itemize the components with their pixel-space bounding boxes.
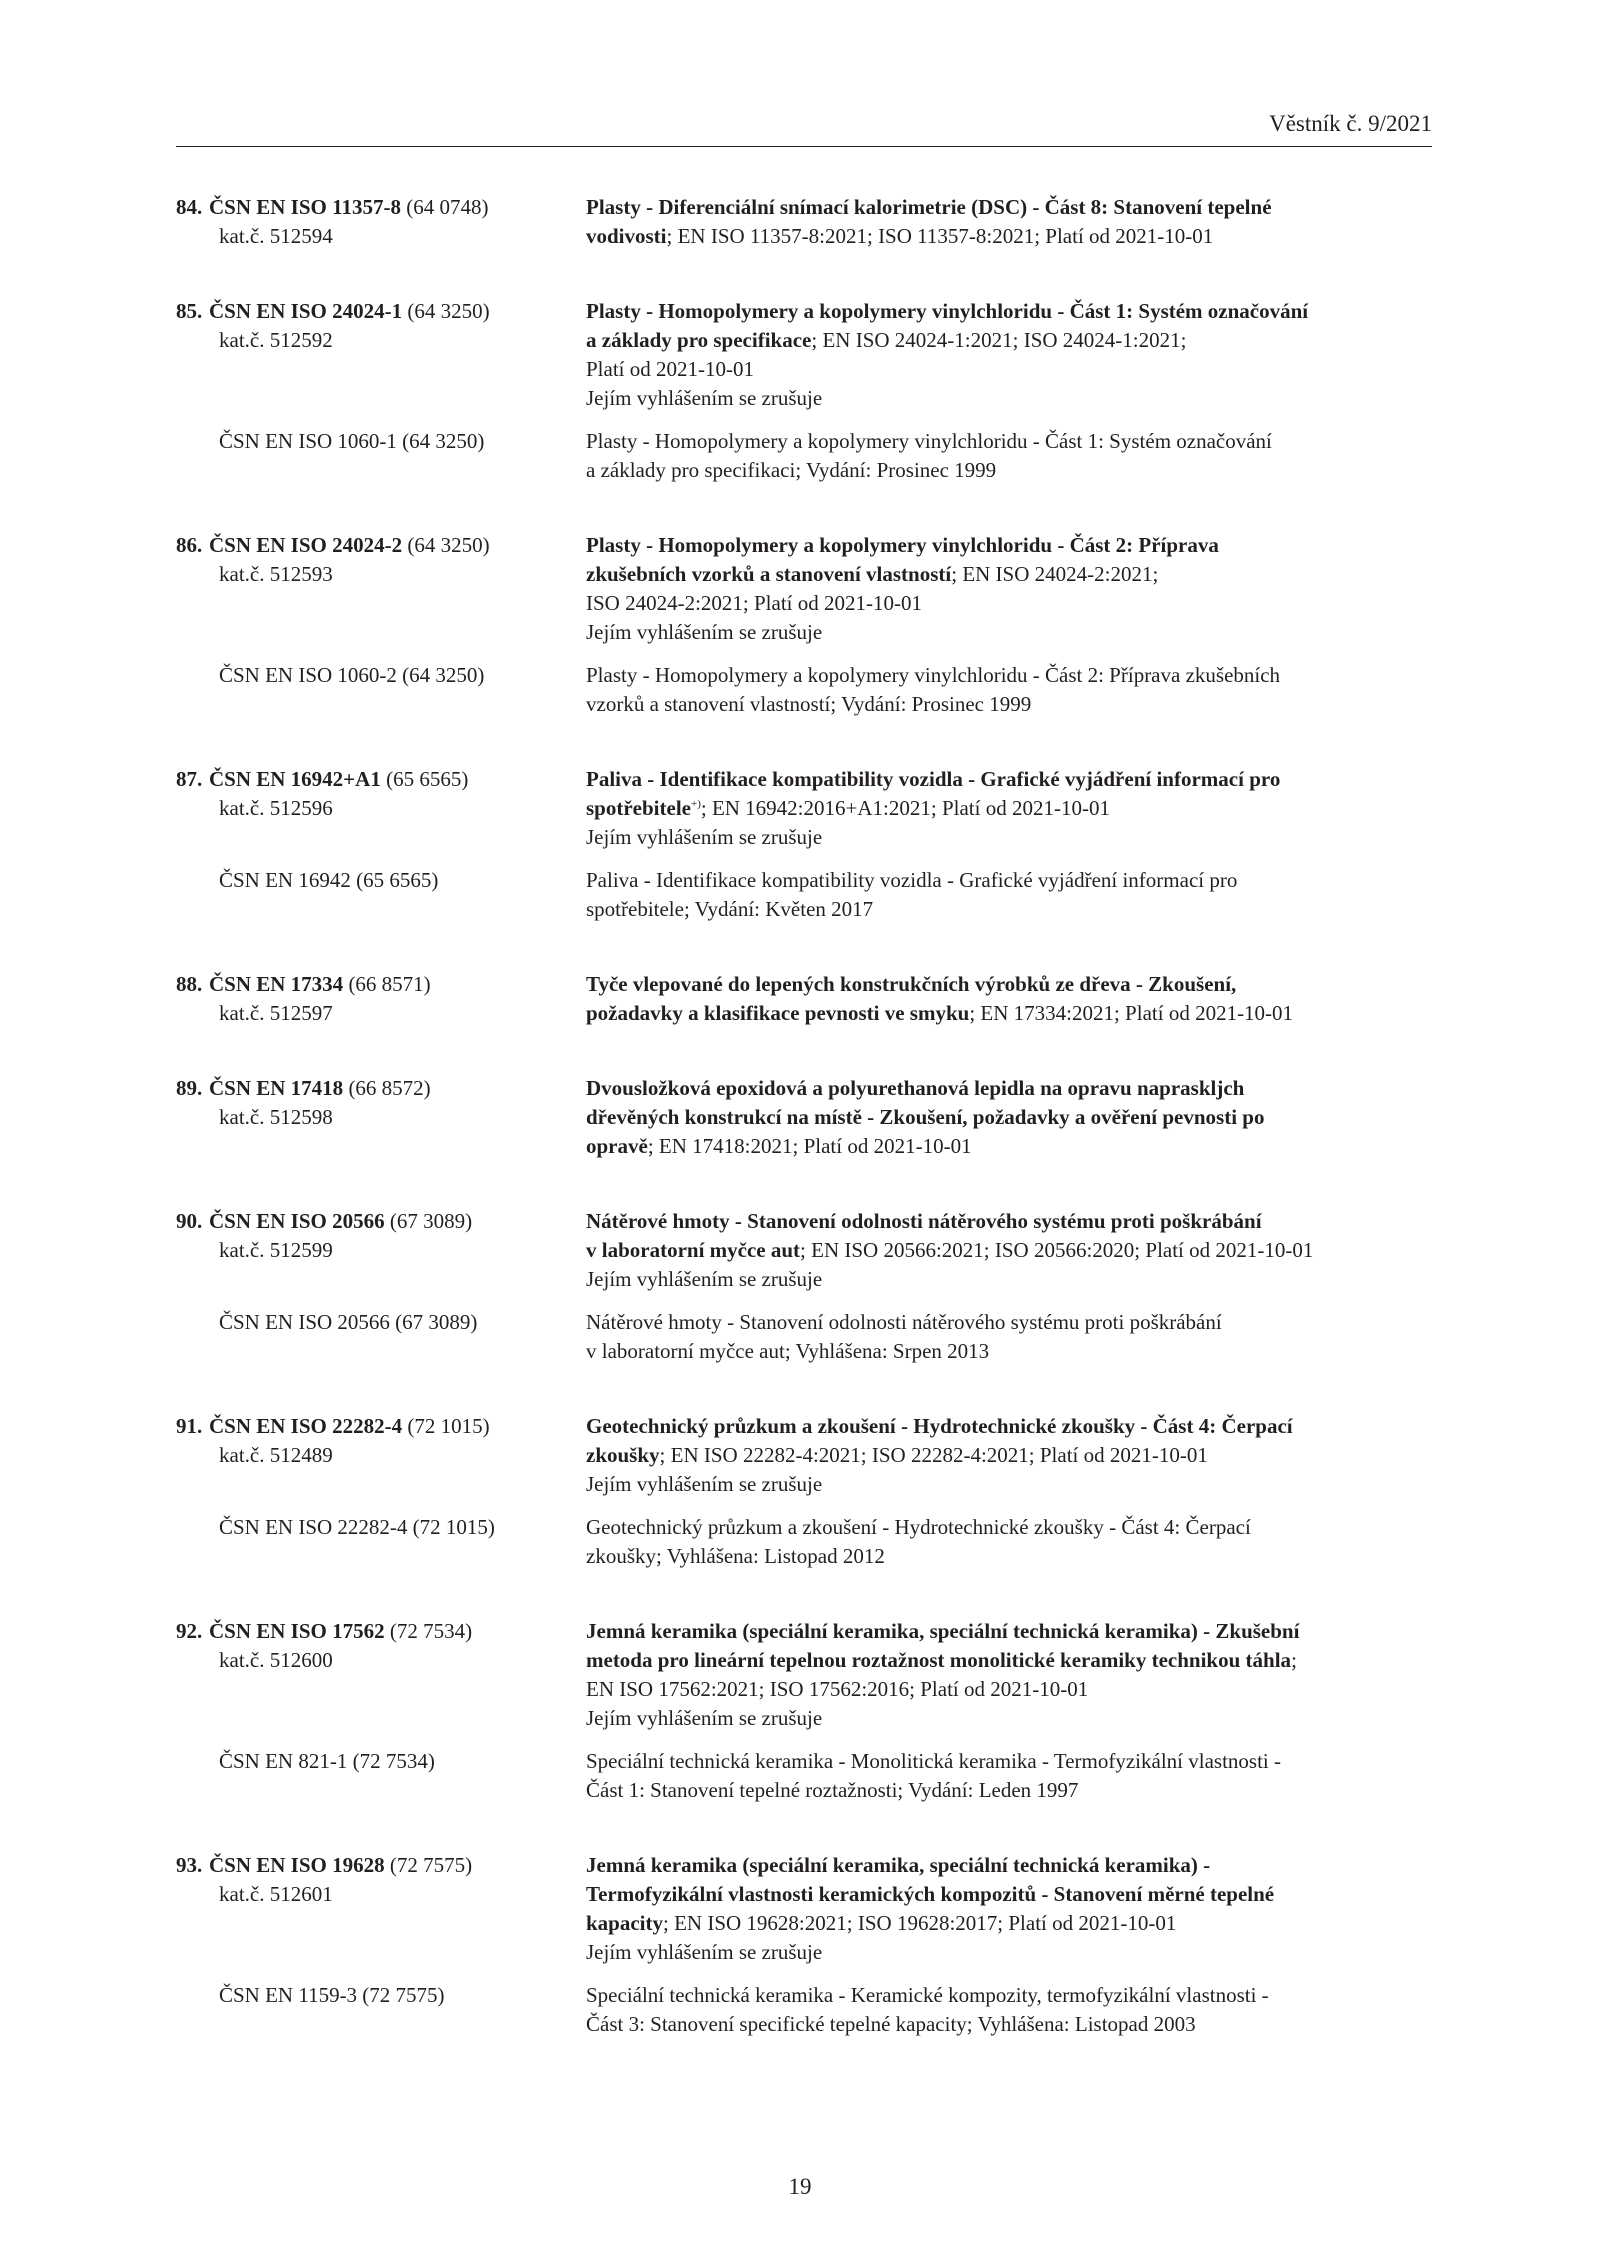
replaced-title-line: Nátěrové hmoty - Stanovení odolnosti nátěrového systému proti poškrábání	[586, 1310, 1222, 1334]
title-normal-text: Jejím vyhlášením se zrušuje	[586, 1267, 823, 1291]
standard-code: ČSN EN ISO 22282-4	[209, 1414, 403, 1438]
replaced-designation	[176, 661, 586, 719]
replaced-title-line: vzorků a stanovení vlastností; Vydání: Prosinec 1999	[586, 692, 1032, 716]
standard-main-row	[176, 193, 1446, 251]
standard-code: ČSN EN ISO 17562	[209, 1619, 385, 1643]
title-normal-text: ;	[1291, 1648, 1297, 1672]
standard-code: ČSN EN 17418	[209, 1076, 344, 1100]
title-line	[586, 1704, 1446, 1733]
title-normal-text: Jejím vyhlášením se zrušuje	[586, 825, 823, 849]
designation-line	[176, 1617, 586, 1646]
footnote-marker: +)	[690, 798, 701, 810]
designation-line	[176, 1207, 586, 1236]
designation-line	[176, 297, 586, 326]
title-bold-text: kapacity	[586, 1911, 664, 1935]
standard-designation	[176, 193, 586, 251]
catalog-number: kat.č. 512601	[219, 1882, 333, 1906]
classification-code: (66 8572)	[343, 1076, 431, 1100]
title-normal-text: Jejím vyhlášením se zrušuje	[586, 1472, 823, 1496]
standard-entry	[176, 531, 1446, 719]
standard-title	[586, 531, 1446, 647]
standard-entry	[176, 193, 1446, 251]
standard-code: ČSN EN ISO 24024-1	[209, 299, 403, 323]
classification-code: (65 6565)	[380, 767, 469, 791]
standard-code: ČSN EN 16942+A1	[209, 767, 381, 791]
title-bold-text: dřevěných konstrukcí na místě - Zkoušení, požadavky a ověření pevnosti po	[586, 1105, 1265, 1129]
title-normal-text: Jejím vyhlášením se zrušuje	[586, 1940, 823, 1964]
title-line	[586, 326, 1446, 355]
standard-title	[586, 193, 1446, 251]
standard-designation	[176, 1074, 586, 1161]
title-line	[586, 1074, 1446, 1103]
replaced-designation	[176, 1513, 586, 1571]
standard-main-row	[176, 1074, 1446, 1161]
replaced-designation	[176, 1747, 586, 1805]
classification-code: (72 7575)	[384, 1853, 473, 1877]
replaced-title-line: Speciální technická keramika - Monolitická keramika - Termofyzikální vlastnosti -	[586, 1749, 1281, 1773]
replaced-standard-row	[176, 1513, 1446, 1571]
title-line	[586, 589, 1446, 618]
standard-designation	[176, 970, 586, 1028]
standard-designation	[176, 1207, 586, 1294]
designation-line	[176, 531, 586, 560]
title-line	[586, 1103, 1446, 1132]
catalog-number: kat.č. 512594	[219, 224, 333, 248]
title-bold-text: požadavky a klasifikace pevnosti ve smyku	[586, 1001, 970, 1025]
designation-line	[176, 1412, 586, 1441]
standard-title	[586, 1617, 1446, 1733]
classification-code: (66 8571)	[343, 972, 431, 996]
standard-code: ČSN EN ISO 24024-2	[209, 533, 403, 557]
title-bold-text: a základy pro specifikace	[586, 328, 812, 352]
standard-entry	[176, 1851, 1446, 2039]
replaced-standard-row	[176, 1747, 1446, 1805]
replaced-designation	[176, 1981, 586, 2039]
replaced-title-line: Geotechnický průzkum a zkoušení - Hydrotechnické zkoušky - Část 4: Čerpací	[586, 1515, 1251, 1539]
page-header	[176, 110, 1432, 147]
title-bold-text: Tyče vlepované do lepených konstrukčních výrobků ze dřeva - Zkoušení,	[586, 972, 1237, 996]
title-normal-text: Jejím vyhlášením se zrušuje	[586, 1706, 823, 1730]
replaced-designation	[176, 427, 586, 485]
entry-number: 84.	[176, 195, 203, 219]
classification-code: (67 3089)	[384, 1209, 473, 1233]
replaced-standard-title	[586, 1747, 1446, 1805]
standard-designation	[176, 1412, 586, 1499]
replaced-standard-row	[176, 427, 1446, 485]
standard-entry	[176, 765, 1446, 924]
entry-number: 88.	[176, 972, 203, 996]
replaced-title-line: Paliva - Identifikace kompatibility vozidla - Grafické vyjádření informací pro	[586, 868, 1238, 892]
standard-entry	[176, 970, 1446, 1028]
entry-number: 87.	[176, 767, 203, 791]
entry-number: 92.	[176, 1619, 203, 1643]
entry-number: 85.	[176, 299, 203, 323]
title-normal-text: EN ISO 17562:2021; ISO 17562:2016; Platí od 2021-10-01	[586, 1677, 1089, 1701]
title-bold-text: Plasty - Homopolymery a kopolymery vinylchloridu - Část 2: Příprava	[586, 533, 1219, 557]
standard-title	[586, 297, 1446, 413]
title-line	[586, 384, 1446, 413]
title-bold-text: Termofyzikální vlastnosti keramických kompozitů - Stanovení měrné tepelné	[586, 1882, 1275, 1906]
replaced-title-line: Speciální technická keramika - Keramické kompozity, termofyzikální vlastnosti -	[586, 1983, 1269, 2007]
title-line	[586, 823, 1446, 852]
catalog-number: kat.č. 512592	[219, 328, 333, 352]
title-bold-text: zkoušky	[586, 1443, 660, 1467]
standard-code: ČSN EN ISO 11357-8	[209, 195, 401, 219]
replaced-standard-code: ČSN EN 1159-3 (72 7575)	[219, 1983, 445, 2007]
replaced-title-line: a základy pro specifikaci; Vydání: Prosinec 1999	[586, 458, 997, 482]
title-line	[586, 1441, 1446, 1470]
title-line	[586, 1470, 1446, 1499]
title-bold-text: v laboratorní myčce aut	[586, 1238, 801, 1262]
replaced-standard-code: ČSN EN ISO 22282-4 (72 1015)	[219, 1515, 495, 1539]
standard-entry	[176, 1412, 1446, 1571]
title-bold-text: Geotechnický průzkum a zkoušení - Hydrotechnické zkoušky - Část 4: Čerpací	[586, 1414, 1293, 1438]
title-normal-text: Platí od 2021-10-01	[586, 357, 754, 381]
title-line	[586, 1851, 1446, 1880]
title-bold-text: vodivosti	[586, 224, 667, 248]
replaced-designation	[176, 866, 586, 924]
catalog-number: kat.č. 512598	[219, 1105, 333, 1129]
classification-code: (64 3250)	[402, 533, 490, 557]
replaced-title-line: Plasty - Homopolymery a kopolymery vinylchloridu - Část 1: Systém označování	[586, 429, 1272, 453]
designation-line	[176, 765, 586, 794]
standard-code: ČSN EN ISO 19628	[209, 1853, 385, 1877]
title-bold-text: opravě	[586, 1134, 648, 1158]
replaced-designation	[176, 1308, 586, 1366]
designation-line	[176, 1074, 586, 1103]
title-line	[586, 765, 1446, 794]
entry-number: 89.	[176, 1076, 203, 1100]
title-line	[586, 1909, 1446, 1938]
title-line	[586, 297, 1446, 326]
title-normal-text: ISO 24024-2:2021; Platí od 2021-10-01	[586, 591, 922, 615]
title-normal-text: ; EN ISO 20566:2021; ISO 20566:2020; Platí od 2021-10-01	[800, 1238, 1314, 1262]
title-line	[586, 222, 1446, 251]
designation-line	[176, 970, 586, 999]
title-line	[586, 999, 1446, 1028]
replaced-title-line: v laboratorní myčce aut; Vyhlášena: Srpen 2013	[586, 1339, 990, 1363]
page-number: 19	[788, 2174, 812, 2199]
standard-title	[586, 1074, 1446, 1161]
replaced-standard-code: ČSN EN ISO 20566 (67 3089)	[219, 1310, 478, 1334]
title-normal-text: ; EN 17418:2021; Platí od 2021-10-01	[647, 1134, 972, 1158]
title-line	[586, 1132, 1446, 1161]
catalog-number: kat.č. 512599	[219, 1238, 333, 1262]
bulletin-title: Věstník č. 9/2021	[1269, 111, 1432, 136]
replaced-standard-row	[176, 1308, 1446, 1366]
standard-main-row	[176, 1617, 1446, 1733]
title-bold-text: Jemná keramika (speciální keramika, speciální technická keramika) - Zkušební	[586, 1619, 1300, 1643]
standard-main-row	[176, 970, 1446, 1028]
catalog-number: kat.č. 512597	[219, 1001, 333, 1025]
title-line	[586, 560, 1446, 589]
replaced-standard-title	[586, 1308, 1446, 1366]
standard-title	[586, 1207, 1446, 1294]
classification-code: (72 7534)	[384, 1619, 473, 1643]
title-line	[586, 1675, 1446, 1704]
replaced-standard-row	[176, 1981, 1446, 2039]
entry-number: 93.	[176, 1853, 203, 1877]
title-bold-text: Paliva - Identifikace kompatibility vozidla - Grafické vyjádření informací pro	[586, 767, 1281, 791]
title-normal-text: ; EN ISO 24024-2:2021;	[951, 562, 1159, 586]
replaced-standard-title	[586, 1981, 1446, 2039]
title-line	[586, 355, 1446, 384]
classification-code: (64 0748)	[400, 195, 489, 219]
catalog-number: kat.č. 512600	[219, 1648, 333, 1672]
title-line	[586, 1646, 1446, 1675]
designation-line	[176, 1851, 586, 1880]
entry-number: 86.	[176, 533, 203, 557]
title-line	[586, 1412, 1446, 1441]
standard-entry	[176, 297, 1446, 485]
catalog-number: kat.č. 512593	[219, 562, 333, 586]
replaced-standard-title	[586, 866, 1446, 924]
title-line	[586, 531, 1446, 560]
title-line	[586, 1617, 1446, 1646]
title-normal-text: ; EN ISO 22282-4:2021; ISO 22282-4:2021; Platí od 2021-10-01	[659, 1443, 1208, 1467]
title-line	[586, 193, 1446, 222]
standard-title	[586, 1851, 1446, 1967]
title-line	[586, 794, 1446, 823]
standard-code: ČSN EN 17334	[209, 972, 344, 996]
title-line	[586, 1207, 1446, 1236]
title-line	[586, 1880, 1446, 1909]
title-normal-text: Jejím vyhlášením se zrušuje	[586, 620, 823, 644]
title-bold-text: Plasty - Diferenciální snímací kalorimetrie (DSC) - Část 8: Stanovení tepelné	[586, 195, 1272, 219]
title-bold-text: Nátěrové hmoty - Stanovení odolnosti nátěrového systému proti poškrábání	[586, 1209, 1262, 1233]
replaced-title-line: zkoušky; Vyhlášena: Listopad 2012	[586, 1544, 885, 1568]
standard-main-row	[176, 1851, 1446, 1967]
classification-code: (64 3250)	[402, 299, 490, 323]
replaced-title-line: spotřebitele; Vydání: Květen 2017	[586, 897, 874, 921]
replaced-title-line: Plasty - Homopolymery a kopolymery vinylchloridu - Část 2: Příprava zkušebních	[586, 663, 1281, 687]
title-line	[586, 1236, 1446, 1265]
title-bold-text: spotřebitele	[586, 796, 691, 820]
standard-title	[586, 970, 1446, 1028]
replaced-standard-row	[176, 661, 1446, 719]
standard-main-row	[176, 1412, 1446, 1499]
catalog-number: kat.č. 512489	[219, 1443, 333, 1467]
standard-main-row	[176, 297, 1446, 413]
title-normal-text: ; EN 17334:2021; Platí od 2021-10-01	[969, 1001, 1294, 1025]
replaced-title-line: Část 3: Stanovení specifické tepelné kapacity; Vyhlášena: Listopad 2003	[586, 2012, 1196, 2036]
standard-designation	[176, 1617, 586, 1733]
replaced-standard-code: ČSN EN 16942 (65 6565)	[219, 868, 439, 892]
title-line	[586, 1265, 1446, 1294]
title-bold-text: Plasty - Homopolymery a kopolymery vinylchloridu - Část 1: Systém označování	[586, 299, 1309, 323]
standard-main-row	[176, 765, 1446, 852]
title-bold-text: Jemná keramika (speciální keramika, speciální technická keramika) -	[586, 1853, 1211, 1877]
replaced-standard-code: ČSN EN ISO 1060-1 (64 3250)	[219, 429, 485, 453]
standard-entry	[176, 1617, 1446, 1805]
entry-number: 90.	[176, 1209, 203, 1233]
title-bold-text: zkušebních vzorků a stanovení vlastností	[586, 562, 952, 586]
title-normal-text: ; EN ISO 11357-8:2021; ISO 11357-8:2021; Platí od 2021-10-01	[666, 224, 1214, 248]
standard-title	[586, 1412, 1446, 1499]
standard-entry	[176, 1074, 1446, 1161]
title-normal-text: ; EN ISO 19628:2021; ISO 19628:2017; Platí od 2021-10-01	[663, 1911, 1177, 1935]
replaced-standard-code: ČSN EN 821-1 (72 7534)	[219, 1749, 435, 1773]
standard-entry	[176, 1207, 1446, 1366]
replaced-standard-title	[586, 661, 1446, 719]
title-line	[586, 618, 1446, 647]
title-normal-text: ; EN ISO 24024-1:2021; ISO 24024-1:2021;	[811, 328, 1187, 352]
standard-designation	[176, 1851, 586, 1967]
standard-designation	[176, 765, 586, 852]
title-normal-text: ; EN 16942:2016+A1:2021; Platí od 2021-10-01	[700, 796, 1110, 820]
catalog-number: kat.č. 512596	[219, 796, 333, 820]
standard-designation	[176, 531, 586, 647]
title-bold-text: Dvousložková epoxidová a polyurethanová lepidla na opravu napraskljch	[586, 1076, 1245, 1100]
standard-designation	[176, 297, 586, 413]
title-line	[586, 1938, 1446, 1967]
title-bold-text: metoda pro lineární tepelnou roztažnost monolitické keramiky technikou táhla	[586, 1648, 1292, 1672]
title-line	[586, 970, 1446, 999]
standard-main-row	[176, 531, 1446, 647]
entry-number: 91.	[176, 1414, 203, 1438]
replaced-standard-row	[176, 866, 1446, 924]
designation-line	[176, 193, 586, 222]
standards-list	[176, 193, 1446, 2085]
classification-code: (72 1015)	[402, 1414, 490, 1438]
replaced-standard-title	[586, 427, 1446, 485]
title-normal-text: Jejím vyhlášením se zrušuje	[586, 386, 823, 410]
replaced-standard-title	[586, 1513, 1446, 1571]
replaced-title-line: Část 1: Stanovení tepelné roztažnosti; Vydání: Leden 1997	[586, 1778, 1079, 1802]
standard-title	[586, 765, 1446, 852]
standard-code: ČSN EN ISO 20566	[209, 1209, 385, 1233]
standard-main-row	[176, 1207, 1446, 1294]
replaced-standard-code: ČSN EN ISO 1060-2 (64 3250)	[219, 663, 485, 687]
